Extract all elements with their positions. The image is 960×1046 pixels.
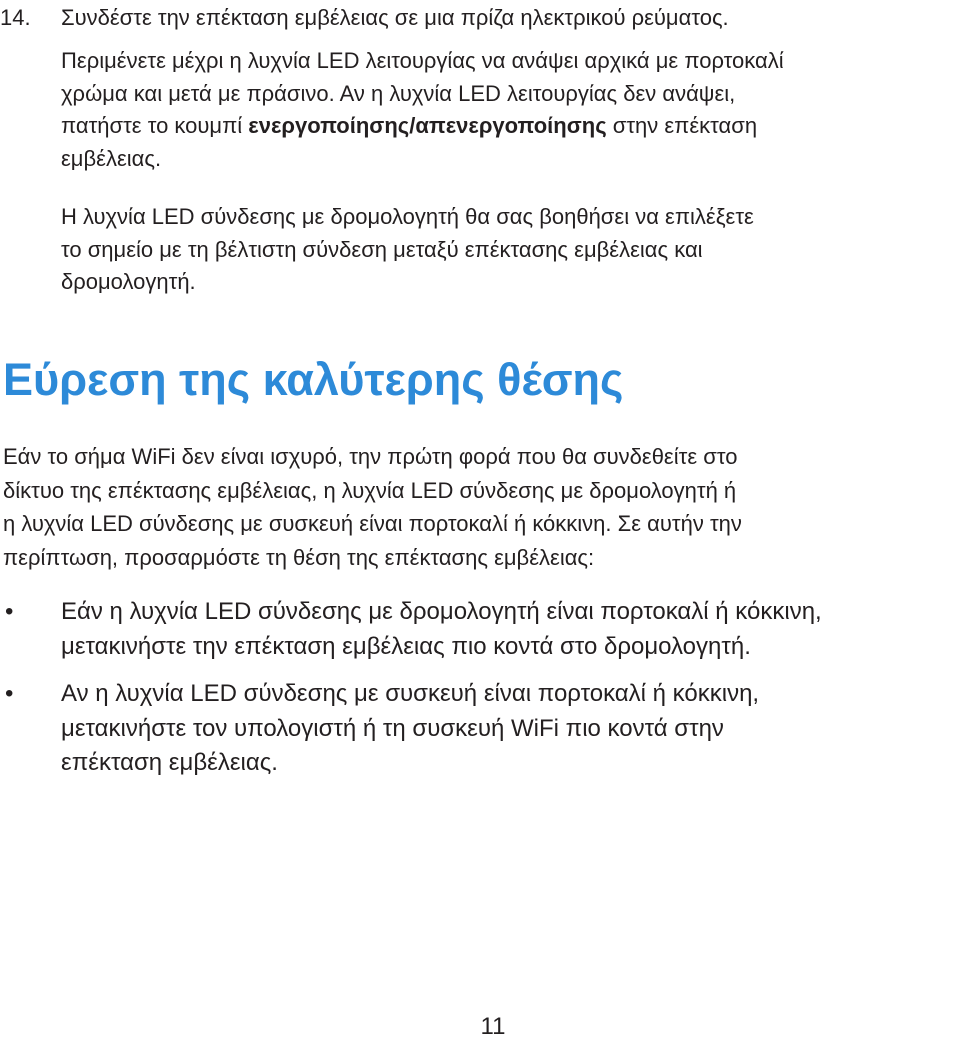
bullet-line: μετακινήστε την επέκταση εμβέλειας πιο κοντά στο δρομολογητή. [61,632,751,660]
paragraph-line: δίκτυο της επέκτασης εμβέλειας, η λυχνία LED σύνδεσης με δρομολογητή ή [3,477,737,503]
bullet-icon: • [5,598,14,625]
paragraph-text: πατήστε το κουμπί [61,113,249,138]
bullet-line: Αν η λυχνία LED σύνδεσης με συσκευή είναι πορτοκαλί ή κόκκινη, [61,680,760,707]
paragraph-line: η λυχνία LED σύνδεσης με συσκευή είναι πορτοκαλί ή κόκκινη. Σε αυτήν την [3,511,742,536]
bullet-item [0,595,960,664]
paragraph-line: περίπτωση, προσαρμόστε τη θέση της επέκτασης εμβέλειας: [3,544,595,570]
paragraph-line: χρώμα και μετά με πράσινο. Αν η λυχνία LED λειτουργίας δεν ανάψει, [61,80,736,106]
page-number: 11 [480,1013,506,1040]
bullet-text [61,677,960,781]
step-paragraph-power-led [61,45,956,175]
paragraph-line: Εάν το σήμα WiFi δεν είναι ισχυρό, την πρώτη φορά που θα συνδεθείτε στο [3,444,738,469]
power-button-name: ενεργοποίησης/απενεργοποίησης [248,113,607,138]
bullet-list [0,595,960,794]
bullet-item [0,677,960,781]
paragraph-line [61,110,956,143]
bullet-line: επέκταση εμβέλειας. [61,749,278,776]
paragraph-line: εμβέλειας. [61,145,162,171]
paragraph-text: στην επέκταση [606,113,758,138]
step-paragraph-router-led [61,201,956,299]
bullet-text [61,595,960,664]
bullet-line: μετακινήστε τον υπολογιστή ή τη συσκευή WiFi πιο κοντά στην [61,714,724,742]
paragraph-line: Η λυχνία LED σύνδεσης με δρομολογητή θα σας βοηθήσει να επιλέξετε [61,204,754,229]
paragraph-line: Περιμένετε μέχρι η λυχνία LED λειτουργίας να ανάψει αρχικά με πορτοκαλί [61,48,784,73]
section-intro [3,440,953,574]
paragraph-line: το σημείο με τη βέλτιστη σύνδεση μεταξύ επέκτασης εμβέλειας και [61,236,703,262]
bullet-line: Εάν η λυχνία LED σύνδεσης με δρομολογητή είναι πορτοκαλί ή κόκκινη, [61,598,822,625]
step-instruction: Συνδέστε την επέκταση εμβέλειας σε μια πρίζα ηλεκτρικού ρεύματος. [61,5,729,30]
paragraph-line: δρομολογητή. [61,269,196,294]
section-heading: Εύρεση της καλύτερης θέσης [3,354,624,405]
bullet-icon: • [5,680,14,707]
step-number: 14. [0,5,31,30]
